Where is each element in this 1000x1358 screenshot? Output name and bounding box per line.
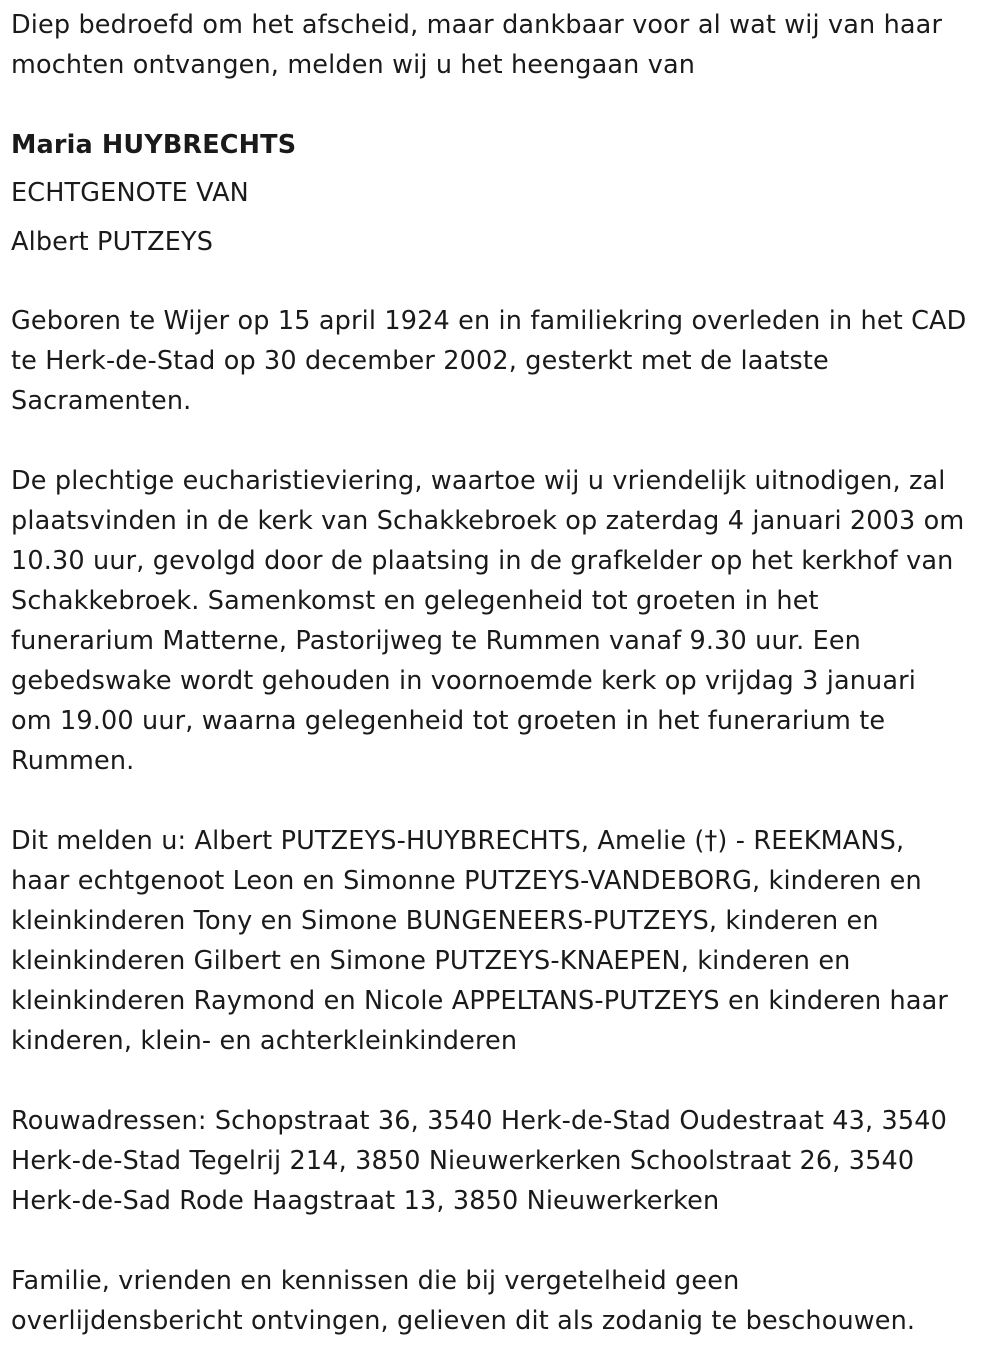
ceremony-line: om 19.00 uur, waarna gelegenheid tot groeten in het funerarium te xyxy=(11,706,886,736)
family-paragraph xyxy=(11,821,996,1061)
spouse-name: Albert PUTZEYS xyxy=(11,227,214,257)
family-line: kleinkinderen Tony en Simone BUNGENEERS-PUTZEYS, kinderen en xyxy=(11,906,879,936)
closing-notice-paragraph xyxy=(11,1261,996,1341)
ceremony-line: De plechtige eucharistieviering, waartoe wij u vriendelijk uitnodigen, zal xyxy=(11,466,946,496)
ceremony-line: gebedswake wordt gehouden in voornoemde kerk op vrijdag 3 januari xyxy=(11,666,916,696)
birth-death-line: Geboren te Wijer op 15 april 1924 en in familiekring overleden in het CAD xyxy=(11,306,967,336)
family-line: Dit melden u: Albert PUTZEYS-HUYBRECHTS, Amelie (†) - REEKMANS, xyxy=(11,826,905,856)
ceremony-line: Schakkebroek. Samenkomst en gelegenheid tot groeten in het xyxy=(11,586,819,616)
intro-paragraph xyxy=(11,5,996,85)
ceremony-line: plaatsvinden in de kerk van Schakkebroek op zaterdag 4 januari 2003 om xyxy=(11,506,965,536)
family-line: kleinkinderen Raymond en Nicole APPELTANS-PUTZEYS en kinderen haar xyxy=(11,986,949,1016)
closing-notice-line: Familie, vrienden en kennissen die bij vergetelheid geen xyxy=(11,1266,740,1296)
family-line: haar echtgenoot Leon en Simonne PUTZEYS-VANDEBORG, kinderen en xyxy=(11,866,922,896)
address-line: Rouwadressen: Schopstraat 36, 3540 Herk-de-Stad Oudestraat 43, 3540 xyxy=(11,1106,948,1136)
family-line: kinderen, klein- en achterkleinkinderen xyxy=(11,1026,518,1056)
intro-line: Diep bedroefd om het afscheid, maar dankbaar voor al wat wij van haar xyxy=(11,10,943,40)
family-line: kleinkinderen Gilbert en Simone PUTZEYS-KNAEPEN, kinderen en xyxy=(11,946,851,976)
relation-title: ECHTGENOTE VAN xyxy=(11,178,249,208)
birth-death-line: te Herk-de-Stad op 30 december 2002, gesterkt met de laatste xyxy=(11,346,829,376)
intro-line: mochten ontvangen, melden wij u het heengaan van xyxy=(11,50,696,80)
birth-death-line: Sacramenten. xyxy=(11,386,192,416)
ceremony-line: funerarium Matterne, Pastorijweg te Rummen vanaf 9.30 uur. Een xyxy=(11,626,861,656)
ceremony-line: 10.30 uur, gevolgd door de plaatsing in de grafkelder op het kerkhof van xyxy=(11,546,954,576)
ceremony-paragraph xyxy=(11,461,996,781)
address-line: Herk-de-Stad Tegelrij 214, 3850 Nieuwerkerken Schoolstraat 26, 3540 xyxy=(11,1146,915,1176)
closing-notice-line: overlijdensbericht ontvingen, gelieven dit als zodanig te beschouwen. xyxy=(11,1306,916,1336)
addresses-paragraph xyxy=(11,1101,996,1221)
address-line: Herk-de-Sad Rode Haagstraat 13, 3850 Nieuwerkerken xyxy=(11,1186,720,1216)
birth-death-paragraph xyxy=(11,301,996,421)
ceremony-line: Rummen. xyxy=(11,746,135,776)
deceased-name: Maria HUYBRECHTS xyxy=(11,130,297,160)
